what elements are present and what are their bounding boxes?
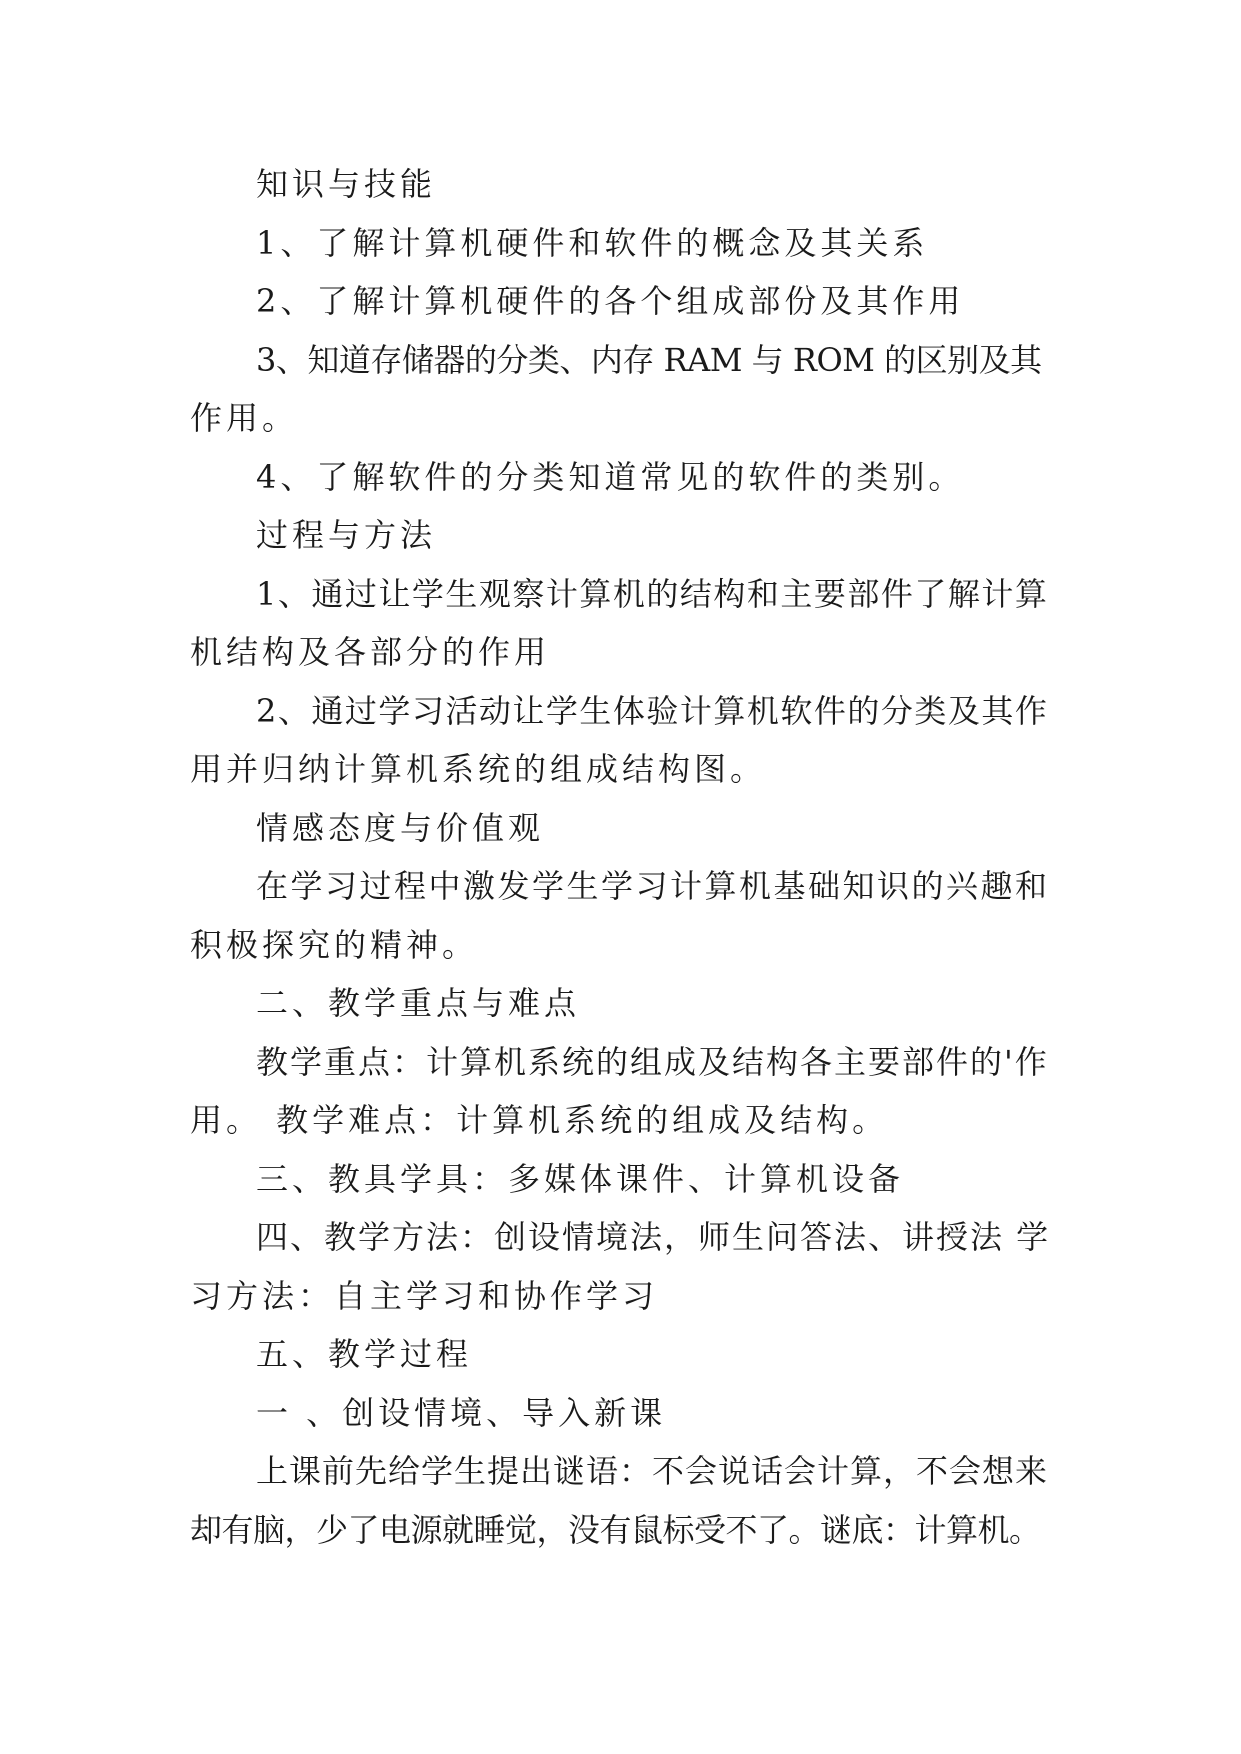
paragraph-line: 三、教具学具：多媒体课件、计算机设备 <box>256 1159 905 1198</box>
paragraph-line: 作用。 <box>190 399 299 437</box>
heading-teaching-process: 五、教学过程 <box>256 1335 473 1373</box>
paragraph-line: 积极探究的精神。 <box>190 925 479 964</box>
paragraph-line: 3、知道存储器的分类、内存 RAM 与 ROM 的区别及其 <box>256 340 1042 379</box>
heading-emotion-attitude-values: 情感态度与价值观 <box>256 808 545 847</box>
paragraph-line: 4、了解软件的分类知道常见的软件的类别。 <box>256 457 965 496</box>
heading-knowledge-skills: 知识与技能 <box>256 165 437 203</box>
paragraph-line: 四、教学方法：创设情境法，师生问答法、讲授法 学 <box>256 1218 1051 1256</box>
paragraph-line: 教学重点：计算机系统的组成及结构各主要部件的'作 <box>256 1042 1049 1081</box>
paragraph-line: 在学习过程中激发学生学习计算机基础知识的兴趣和 <box>256 867 1050 905</box>
paragraph-line: 用。 教学难点：计算机系统的组成及结构。 <box>190 1101 889 1139</box>
paragraph-line: 用并归纳计算机系统的组成结构图。 <box>190 750 767 788</box>
paragraph-line: 1、了解计算机硬件和软件的概念及其关系 <box>256 223 929 262</box>
heading-key-difficult-points: 二、教学重点与难点 <box>256 984 581 1022</box>
paragraph-line: 机结构及各部分的作用 <box>190 633 551 671</box>
paragraph-line: 1、通过让学生观察计算机的结构和主要部件了解计算 <box>256 574 1049 613</box>
paragraph-line: 却有脑，少了电源就睡觉，没有鼠标受不了。谜底：计算机。 <box>190 1510 1041 1549</box>
document-body <box>190 155 1050 1559</box>
heading-create-situation: 一 、创设情境、导入新课 <box>256 1393 667 1432</box>
paragraph-line: 上课前先给学生提出谜语：不会说话会计算，不会想来 <box>256 1452 1049 1490</box>
paragraph-line: 2、了解计算机硬件的各个组成部份及其作用 <box>256 282 965 320</box>
paragraph-line: 习方法：自主学习和协作学习 <box>190 1276 659 1315</box>
heading-process-methods: 过程与方法 <box>256 516 437 554</box>
paragraph-line: 2、通过学习活动让学生体验计算机软件的分类及其作 <box>256 691 1049 730</box>
